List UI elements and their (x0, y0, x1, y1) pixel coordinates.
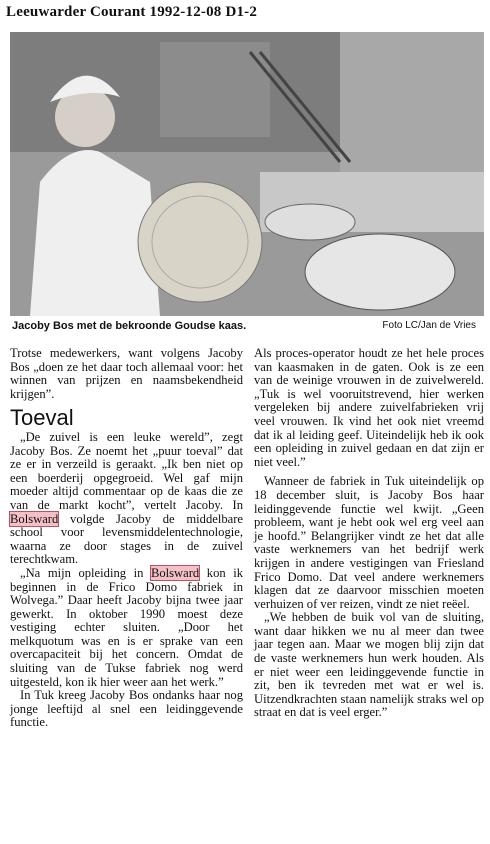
photo-credit: Foto LC/Jan de Vries (382, 320, 476, 331)
article-paragraph: Wanneer de fabriek in Tuk uiteindelijk op 18 december sluit, is Jacoby Bos haar leidinggevende functie wel kwijt. „Geen probleem, want je hebt ook wel erg veel aan je hoofd.” Belangrijker vindt ze het dat alle vaste werknemers van het bedrijf werk krijgen in andere vestigingen van Friesland Frico Domo. Dat veel andere werknemers klagen dat ze daarvoor misschien moeten verhuizen of ver reizen, vindt ze niet reëel. (254, 474, 484, 611)
paragraph-text: volgde Jacoby de middelbare school voor levensmiddelentechnologie, waarna ze door stages in de zuivel terechtkwam. (10, 511, 243, 567)
article-paragraph: Als proces-operator houdt ze het hele proces van kaasmaken in de gaten. Ook is ze een van de weinige vrouwen in de zuivelwereld. „Tuk is wel vooruitstrevend, hier werken vergeleken bij andere zuivelfabrieken vrij veel vrouwen. Ik vind het ook niet vreemd dat ik al leiding geef. Uiteindelijk heb ik ook een opleiding in zuivel gedaan en dat zijn er niet veel.” (254, 346, 484, 469)
article-intro: Trotse medewerkers, want volgens Jacoby Bos „doen ze het daar toch allemaal voor: het winnen van prijzen en naamsbekendheid krijgen”. (10, 346, 243, 401)
article-column-left (10, 347, 243, 730)
article-paragraph (10, 567, 243, 689)
paragraph-text: kon ik beginnen in de Frico Domo fabriek in Wolvega.” Daar heeft Jacoby bijna twee jaar gewerkt. In oktober 1990 moest deze vestiging echter sluiten. „Door het melkquotum was en is er sprake van een overcapaciteit bij het concern. Omdat de sluiting van de Tukse fabriek nog werd uitgesteld, kon ik hier weer aan het werk.” (10, 565, 244, 689)
paragraph-text: „De zuivel is een leuke wereld”, zegt Jacoby Bos. Ze noemt het „puur toeval” dat ze er in verzeild is geraakt. „Ik ben niet op een boerderij opgegroeid. Wel gaf mijn moeder altijd commentaar op de kaas die ze van de markt kocht”, vertelt Jacoby. In (10, 429, 243, 512)
article-paragraph (10, 431, 243, 567)
article-paragraph: „We hebben de buik vol van de sluiting, want daar hikken we nu al meer dan twee jaar tegen aan. Maar we mogen blij zijn dat de vaste werknemers hun werk houden. Als er niet weer een leidinggevende functie in zit, ben ik tevreden met wat er wel is. Uitzendkrachten staan namelijk straks wel op straat en dat is veel erger.” (254, 610, 484, 720)
paragraph-text: „Na mijn opleiding in (20, 565, 151, 580)
highlighted-term: Bolsward (10, 511, 59, 526)
article-column-right (254, 347, 484, 720)
photo-illustration (10, 32, 484, 316)
highlighted-term: Bolsward (150, 565, 200, 580)
article-paragraph: In Tuk kreeg Jacoby Bos ondanks haar nog jonge leeftijd al snel een leidinggevende functie. (10, 688, 243, 730)
page-header: Leeuwarder Courant 1992-12-08 D1-2 (6, 4, 258, 20)
photo-caption: Jacoby Bos met de bekroonde Goudse kaas. (12, 320, 247, 332)
news-photo (10, 32, 484, 316)
section-heading: Toeval (10, 405, 74, 431)
